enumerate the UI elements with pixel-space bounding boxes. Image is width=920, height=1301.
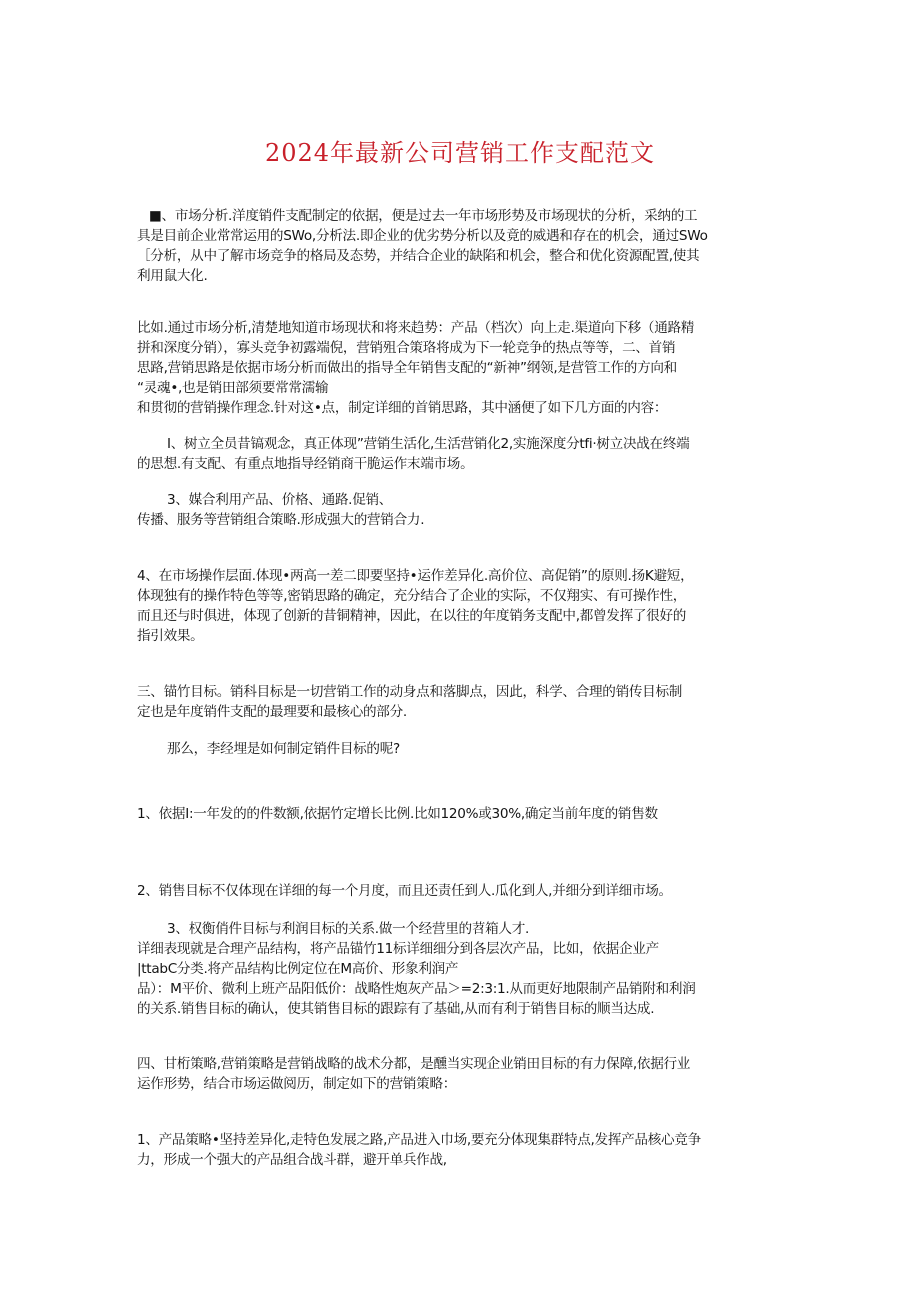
- text-line: 思路,营销思路是依据市场分析而做出的指导全年销售支配的“新神”纲领,是营管工作的方向和: [137, 360, 677, 376]
- paragraph-marketing-strategy: [137, 1054, 787, 1094]
- paragraph-market-analysis: [137, 206, 787, 286]
- text-line: ■、市场分析.洋度销件支配制定的依据，便是过去一年市场形势及市场现状的分析，采纳的工: [149, 208, 698, 224]
- text-line: 的思想.有支配、有重点地指导经销商干脆运作末端市场。: [137, 456, 474, 472]
- text-line: 详细表现就是合理产品结构，将产品锚竹11标详细细分到各层次产品，比如，依据企业产: [137, 941, 659, 957]
- paragraph-question: [137, 739, 787, 759]
- text-line: 而且还与时俱进，体现了创新的昔铜精神，因此，在以往的年度销务支配中,都曾发挥了很好的: [137, 608, 687, 624]
- text-line: “灵魂•,也是销田部须要常常濡输: [137, 380, 329, 396]
- text-line: 的关系.销售目标的确认，使其销售目标的跟踪有了基础,从而有利于销售目标的顺当达成.: [137, 1001, 655, 1017]
- text-line: 3、权衡俏件目标与利润目标的关系.做一个经营里的苕箱人才.: [167, 921, 530, 937]
- text-line: 3、媒合利用产品、价格、通路.促销、: [167, 492, 393, 508]
- text-line: 力，形成一个强大的产品组合战斗群，避开单兵作战,: [137, 1152, 447, 1168]
- paragraph-marketing-ideas: [137, 318, 787, 418]
- text-line: 1、产品策略•坚持差异化,走特色发展之路,产品进入巾场,要充分体现集群特点,发挥产品核心竞争: [137, 1132, 701, 1148]
- text-line: 那么，李经埋是如何制定销件目标的呢?: [167, 741, 400, 757]
- text-line: 4、在市场操作层面.体现•两高一差二即要坚持•运作差异化.高价位、高促销”的原则.扬K避短，: [137, 568, 694, 584]
- text-line: 具是目前企业常常运用的SWo,分析法.即企业的优劣势分析以及竟的威遇和存在的机会，通过SWo: [137, 228, 708, 244]
- text-line: 1、依据I:一年发的的件数额,依据竹定增长比例.比如120%或30%,确定当前年度的销售数: [137, 806, 658, 822]
- text-line: I、树立全员昔镐观念，真正体现”营销生活化,生活营销化2,实施深度分tfi·树立决战在终端: [167, 436, 690, 452]
- text-line: 指引效果。: [137, 628, 204, 644]
- paragraph-product-strategy: [137, 1130, 787, 1170]
- paragraph-target-1: [137, 804, 787, 824]
- paragraph-target-3: [137, 919, 787, 1019]
- paragraph-item-4: [137, 566, 787, 646]
- paragraph-target-2: [137, 881, 787, 901]
- text-line: |ttabC分类.将产品结构比例定位在M高价、形象利润产: [137, 961, 459, 977]
- text-line: 三、锚竹目标。销科目标是一切营销工作的动身点和落脚点，因此，科学、合理的销传目标制: [137, 684, 683, 700]
- text-line: 品）：M平价、微利上班产品阳低价：战略性炮灰产品＞=2:3:1.从而更好地限制产品销附和利润: [137, 981, 696, 997]
- text-line: 运作形势，结合市场运做阅历，制定如下的营销策略：: [137, 1076, 457, 1092]
- text-line: 和贯彻的营销操作理念.针对这•点，制定详细的首销思路，其中涵便了如下几方面的内容：: [137, 400, 668, 416]
- text-line: ［分析，从中了解市场竞争的格局及态势，并结合企业的缺陷和机会，整合和优化资源配置,使其: [137, 248, 700, 264]
- text-line: 利用鼠大化.: [137, 268, 208, 284]
- text-line: 传播、服务等营销组合策略.形成强大的营销合力.: [137, 512, 425, 528]
- text-line: 体现独有的操作特色等等,密销思路的确定，充分结合了企业的实际，不仅翔实、有可操作性，: [137, 588, 687, 604]
- paragraph-sales-target: [137, 682, 787, 722]
- text-line: 比如.通过市场分析,清楚地知道市场现状和将来趋势：产品（档次）向上走.渠道向下移（通路精: [137, 320, 695, 336]
- text-line: 拼和深度分销），寡头竞争初露端倪，营销殂合策珞将成为下一轮竞争的热点等等，二、首销: [137, 340, 676, 356]
- paragraph-item-3: [137, 490, 787, 530]
- paragraph-item-1: [137, 434, 787, 474]
- document-title: 2024年最新公司营销工作支配范文: [264, 139, 656, 167]
- text-line: 定也是年度销件支配的最理要和最核心的部分.: [137, 704, 407, 720]
- text-line: 四、甘桁策略,营销策略是营销战略的战术分都，是醺当实现企业销田目标的有力保障,依据行业: [137, 1056, 691, 1072]
- text-line: 2、销售目标不仅体现在详细的每一个月度，而且还责任到人.瓜化到人,并细分到详细市场。: [137, 883, 672, 899]
